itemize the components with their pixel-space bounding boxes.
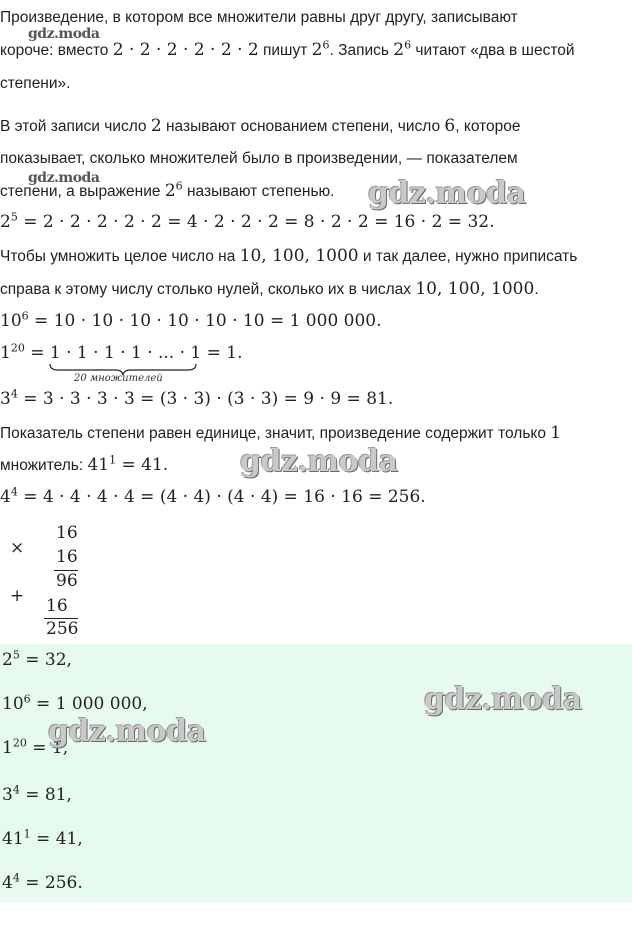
equation-10-to-6 — [0, 311, 382, 331]
power-exponent: 4 — [12, 871, 20, 885]
answer-4 — [2, 785, 72, 805]
power-base: 10 — [0, 311, 22, 331]
math-power — [87, 455, 168, 475]
watermark-logo: gdz.moda — [240, 444, 398, 479]
power-base: 2 — [2, 650, 13, 670]
equation-3-to-4 — [0, 389, 393, 409]
math-number: 2 — [150, 116, 162, 136]
text: пишут — [258, 42, 312, 59]
equation-4-to-4 — [0, 487, 426, 507]
equation-rest: = 2 · 2 · 2 · 2 · 2 = 4 · 2 · 2 · 2 = 8 · 2 · 2 = 16 · 2 = 32. — [17, 212, 495, 232]
paragraph-4-line-1 — [0, 423, 561, 444]
text: В этой записи число — [0, 118, 151, 135]
equation-rest: = 4 · 4 · 4 · 4 = (4 · 4) · (4 · 4) = 16 · 16 = 256. — [17, 487, 426, 507]
power-exponent: 4 — [12, 783, 20, 797]
power-exponent: 5 — [10, 210, 18, 224]
paragraph-2-line-1 — [0, 116, 521, 137]
paragraph-1-line-3: степени». — [0, 75, 71, 92]
watermark-logo: gdz.moda — [28, 170, 100, 186]
text: Показатель степени равен единице, значит, произведение содержит только — [0, 425, 551, 442]
math-power — [312, 40, 330, 60]
equals-sign: = — [24, 343, 50, 363]
math-product: 2 · 2 · 2 · 2 · 2 · 2 — [112, 40, 259, 60]
text: . — [534, 281, 539, 298]
paragraph-2-line-2: показывает, сколько множителей было в произведении, — показателем — [0, 150, 518, 167]
power-base: 3 — [0, 389, 11, 409]
text: степени, а выражение — [0, 183, 165, 200]
math-number: 1 — [550, 423, 562, 443]
paragraph-4-line-2 — [0, 455, 168, 476]
answer-rest: = 32, — [19, 650, 72, 670]
math-numbers: 10, 100, 1000 — [239, 246, 359, 266]
power-base: 41 — [2, 829, 24, 849]
power-exponent: 20 — [10, 341, 25, 355]
power-base: 41 — [87, 455, 110, 475]
answer-rest: = 41, — [30, 829, 83, 849]
power-exponent: 1 — [109, 453, 117, 467]
text: . Запись — [329, 42, 394, 59]
power-exponent: 6 — [175, 179, 183, 193]
text: , которое — [455, 118, 521, 135]
power-base: 2 — [0, 212, 11, 232]
text: короче: вместо — [0, 42, 113, 59]
plus-sign: + — [10, 586, 25, 606]
paragraph-3-line-1 — [0, 246, 577, 267]
text: множитель: — [0, 457, 88, 474]
equation-rest: = 41. — [116, 455, 169, 475]
power-exponent: 6 — [322, 38, 330, 52]
watermark-logo: gdz.moda — [424, 682, 582, 717]
power-exponent: 5 — [12, 648, 20, 662]
text: Чтобы умножить целое число на — [0, 248, 240, 265]
power-base: 2 — [164, 181, 176, 201]
answer-rest: = 1 000 000, — [30, 694, 148, 714]
equation-1-to-20 — [0, 343, 243, 363]
power-exponent: 6 — [23, 692, 31, 706]
power-base: 1 — [2, 738, 13, 758]
math-power — [165, 181, 183, 201]
text: справа к этому числу столько нулей, сколько их в числах — [0, 281, 416, 298]
answer-rest: = 1, — [26, 738, 69, 758]
equation-end: = 1. — [201, 343, 243, 363]
text: называют основанием степени, число — [161, 118, 445, 135]
answer-5 — [2, 829, 83, 849]
text: называют степенью. — [182, 183, 335, 200]
paragraph-3-line-2 — [0, 279, 539, 300]
underbrace-label: 20 множителей — [74, 373, 163, 384]
times-sign: × — [10, 538, 25, 558]
equation-rest: = 3 · 3 · 3 · 3 = (3 · 3) · (3 · 3) = 9 · 9 = 81. — [17, 389, 394, 409]
power-base: 4 — [2, 873, 13, 893]
answer-rest: = 256. — [19, 873, 83, 893]
paragraph-1-line-2 — [0, 40, 575, 61]
product-result: 256 — [46, 619, 79, 639]
text: читают «два в шестой — [411, 42, 575, 59]
answer-1 — [2, 650, 72, 670]
watermark-logo: gdz.moda — [368, 176, 526, 211]
answer-6 — [2, 873, 83, 893]
power-base: 3 — [2, 785, 13, 805]
power-base: 1 — [0, 343, 11, 363]
answer-2 — [2, 694, 148, 714]
power-base: 10 — [2, 694, 24, 714]
watermark-logo: gdz.moda — [48, 714, 206, 749]
partial-product-1: 96 — [56, 571, 78, 591]
multiplier: 16 — [56, 547, 78, 567]
power-exponent: 4 — [10, 387, 18, 401]
equation-2-to-5 — [0, 212, 494, 232]
power-exponent: 1 — [23, 827, 31, 841]
power-exponent: 4 — [10, 485, 18, 499]
power-exponent: 20 — [12, 736, 27, 750]
answer-rest: = 81, — [19, 785, 72, 805]
power-base: 4 — [0, 487, 11, 507]
power-base: 2 — [393, 40, 405, 60]
watermark-logo: gdz.moda — [28, 26, 100, 42]
power-exponent: 6 — [404, 38, 412, 52]
multiplicand: 16 — [56, 523, 78, 543]
partial-product-2: 16 — [46, 596, 68, 616]
math-numbers: 10, 100, 1000 — [415, 279, 535, 299]
paragraph-1-line-1: Произведение, в котором все множители равны друг другу, записывают — [0, 9, 518, 26]
power-exponent: 6 — [21, 309, 29, 323]
math-power — [393, 40, 411, 60]
underbraced-product: 1 · 1 · 1 · 1 · ... · 1 — [49, 343, 202, 363]
text: и так далее, нужно приписать — [358, 248, 578, 265]
math-number: 6 — [444, 116, 456, 136]
power-base: 2 — [311, 40, 323, 60]
equation-rest: = 10 · 10 · 10 · 10 · 10 · 10 = 1 000 000. — [28, 311, 382, 331]
